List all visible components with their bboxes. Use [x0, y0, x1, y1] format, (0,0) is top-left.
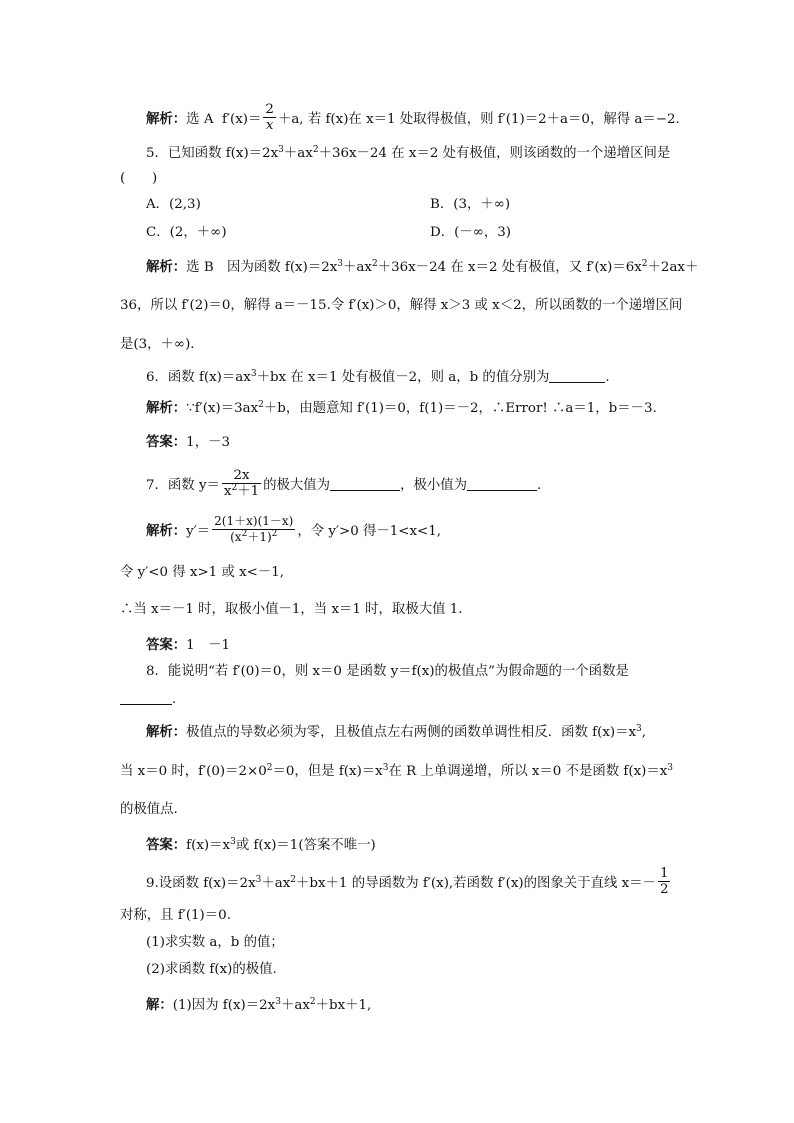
question-6-stem: 6．函数 $f(x)=ax^3+bx$ 在 x＝1 处有极值－2，则 a，b 的值分别为 . — [146, 369, 610, 385]
question-9-part-1: (1)求实数 a，b 的值； — [146, 935, 284, 950]
answer-4-line — [146, 104, 680, 135]
exponent: 3 — [636, 724, 642, 734]
question-5-paren: ( ) — [120, 171, 158, 186]
analysis-label: 解析： — [146, 523, 187, 539]
answer-7-line-1: 解析：y′＝ $\frac{2(1+x)(1-x)}{(x^2+1)^2}$ ，令 y′>0 得－1<x<1, — [146, 514, 442, 544]
option-b: B．(3，＋∞) — [430, 197, 511, 212]
option-d: D．(－∞，3) — [430, 225, 512, 240]
answer-6-analysis: 解析：$\because f'(x)=3ax^2+b$，由题意知 f′(1)＝0，f(1)＝－2，∴Error! ∴a＝1，b＝－3. — [146, 400, 657, 416]
exponent: 2 — [312, 145, 319, 155]
answer-7-line-2: 令 y′<0 得 x>1 或 x<－1, — [120, 565, 285, 580]
exponent: 3 — [230, 837, 236, 847]
answer-5-line-1: 解析：选 B 因为函数 $f(x)=2x^3+ax^2+36x-24$ 在 x＝2 处有极值，又 $f'(x)=6x^2+2ax+$ — [146, 259, 699, 275]
exponent: 3 — [382, 763, 389, 773]
question-5-stem: 5．已知函数 $f(x)=2x^3+ax^2+36x-24$ 在 x＝2 处有极值，则该函数的一个递增区间是 — [146, 145, 671, 161]
derivative-fraction: $\frac{2(1+x)(1-x)}{(x^2+1)^2}$ — [214, 514, 294, 544]
answer-8-line-3: 的极值点. — [120, 802, 178, 817]
exponent: 3 — [275, 997, 281, 1007]
exponent: 3 — [278, 145, 284, 155]
answer-blank[interactable] — [120, 690, 172, 705]
exponent: 2 — [290, 875, 297, 885]
option-c: C．(2，＋∞) — [146, 225, 227, 240]
exponent: 2 — [231, 483, 238, 493]
answer-label: 答案： — [146, 434, 187, 450]
option-a: A．(2,3) — [146, 197, 201, 212]
analysis-label: 解析： — [146, 259, 187, 275]
answer-5-line-3: 是(3，＋∞). — [120, 337, 195, 352]
exponent: 2 — [258, 400, 264, 410]
exponent: 2 — [641, 259, 648, 269]
question-7-stem: 7．函数 y＝ $\frac{2x}{x^2+1}$ 的极大值为 ，极小值为 . — [146, 468, 542, 499]
exponent: 2 — [241, 529, 248, 539]
question-9-line-2: 对称，且 f′(1)＝0. — [120, 908, 231, 923]
analysis-label: 解析： — [146, 400, 187, 416]
answer-8-line-2: 当 x＝0 时，$f'(0)=2\times 0^2=0$，但是 $f(x)=x^3$在 R 上单调递增，所以 x＝0 不是函数 $f(x)=x^3$ — [120, 763, 674, 779]
answer-5-line-2: 36，所以 f′(2)＝0，解得 a＝－15.令 f′(x)＞0，解得 x＞3 或 x＜2，所以函数的一个递增区间 — [120, 298, 683, 313]
answer-8: 答案：$f(x)=x^3$或 f(x)＝1(答案不唯一) — [146, 837, 376, 853]
question-9-part-2: (2)求函数 f(x)的极值. — [146, 962, 277, 977]
fraction-2-over-x: $\frac{2}{x}$ — [265, 102, 274, 133]
exponent: 2 — [271, 529, 278, 539]
solution-label: 解： — [146, 997, 173, 1013]
exponent: 2 — [266, 763, 273, 773]
choice-text: 选 A — [186, 112, 214, 127]
answer-6: 答案：1，－3 — [146, 434, 230, 450]
exponent: 3 — [255, 875, 262, 885]
answer-label: 答案： — [146, 637, 187, 653]
answer-8-line-1: 解析：极值点的导数必须为零，且极值点左右两侧的函数单调性相反．函数 $f(x)=x^3$, — [146, 724, 647, 740]
question-8-blank-line: . — [120, 690, 176, 710]
exponent: 3 — [250, 369, 257, 379]
exponent: 2 — [371, 259, 378, 269]
answer-label: 答案： — [146, 837, 187, 853]
question-9-stem: 9.设函数 $f(x)=2x^3+ax^2+bx+1$ 的导函数为 f′(x),若函数 f′(x)的图象关于直线 x＝－ $\frac{1}{2}$ — [146, 866, 669, 897]
fraction-1-over-2: $\frac{1}{2}$ — [659, 866, 669, 897]
answer-blank-max[interactable] — [330, 476, 400, 491]
exponent: 3 — [667, 763, 674, 773]
exponent: 3 — [337, 259, 344, 269]
answer-7-line-3: ∴当 x＝－1 时，取极小值－1，当 x＝1 时，取极大值 1. — [120, 602, 463, 617]
question-8-stem: 8．能说明“若 f′(0)＝0，则 x＝0 是函数 y＝f(x)的极值点”为假命题的一个函数是 — [146, 664, 629, 679]
analysis-label: 解析： — [146, 111, 187, 127]
expr-text: f′(x)＝ — [222, 112, 262, 127]
answer-blank-min[interactable] — [467, 476, 537, 491]
answer-7: 答案：1 －1 — [146, 637, 230, 653]
exponent: 2 — [309, 997, 316, 1007]
answer-blank[interactable] — [549, 368, 605, 383]
fraction-2x-over-x2plus1: $\frac{2x}{x^2+1}$ — [223, 468, 260, 499]
solution-9-line-1: 解：(1)因为 $f(x)=2x^3+ax^2+bx+1$, — [146, 997, 372, 1013]
analysis-label: 解析： — [146, 724, 187, 740]
expr-text: ＋a, 若 f(x)在 x＝1 处取得极值，则 f′(1)＝2＋a＝0，解得 a＝−2. — [277, 112, 680, 127]
